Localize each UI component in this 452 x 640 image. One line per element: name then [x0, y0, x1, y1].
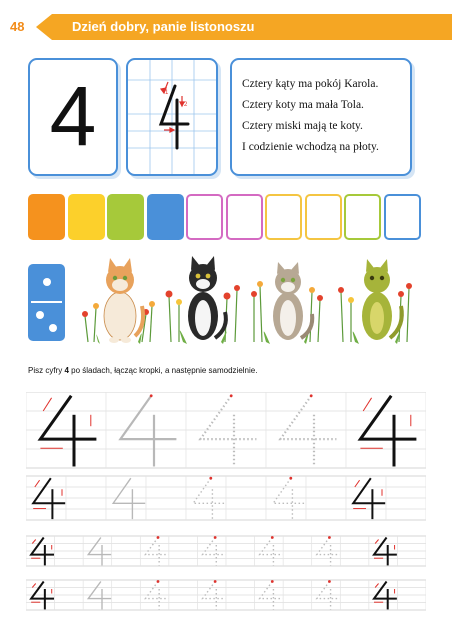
instruction-text: Pisz cyfry	[28, 366, 65, 375]
start-dot-icon	[209, 477, 212, 480]
poem-line: Cztery koty ma mała Tola.	[242, 99, 364, 111]
stroke-arrow-icon	[43, 398, 51, 411]
poem-card	[230, 58, 412, 176]
instruction-digit: 4	[64, 366, 69, 375]
page-title: Dzień dobry, panie listonoszu	[72, 19, 255, 34]
digit-four-trace	[88, 582, 111, 599]
cats-illustration	[80, 256, 420, 346]
page-number: 48	[10, 19, 25, 34]
stroke-arrow-icon	[32, 584, 35, 588]
stroke-arrow-icon	[375, 540, 378, 544]
cat-black-white-icon	[166, 256, 241, 344]
digit-card	[28, 58, 118, 176]
svg-text:1: 1	[165, 90, 169, 96]
color-square	[68, 194, 105, 240]
digit-four-trace	[260, 582, 283, 599]
start-dot-icon	[271, 536, 274, 539]
digit-four-trace	[31, 538, 54, 555]
header-arrow	[36, 14, 52, 40]
start-dot-icon	[310, 394, 313, 397]
digit-four-trace	[317, 582, 340, 599]
domino-tile	[28, 264, 65, 341]
digit-four-trace	[200, 396, 256, 439]
cat-tabby-icon	[251, 262, 323, 344]
poem-line: Cztery kąty ma pokój Karola.	[242, 78, 379, 90]
instruction-text: po śladach, łącząc kropki, a następnie samodzielnie.	[68, 366, 258, 375]
digit-four-trace	[113, 478, 145, 503]
digit-four-trace	[273, 478, 305, 503]
stroke-arrow-icon	[375, 584, 378, 588]
start-dot-icon	[328, 536, 331, 539]
digit-four-trace	[88, 538, 111, 555]
color-square	[226, 194, 263, 240]
cat-ginger-icon	[82, 258, 155, 344]
poem-line: Cztery miski mają te koty.	[242, 120, 363, 132]
start-dot-icon	[289, 477, 292, 480]
color-square	[344, 194, 381, 240]
digit-four-trace	[145, 582, 168, 599]
digit-four-trace	[145, 538, 168, 555]
cat-green-tabby-icon	[338, 259, 412, 344]
digit-four-trace	[203, 538, 226, 555]
stroke-arrow-icon	[35, 480, 40, 487]
digit-four-trace	[374, 538, 397, 555]
start-dot-icon	[328, 580, 331, 583]
stroke-arrow-icon	[363, 398, 371, 411]
svg-text:2: 2	[184, 102, 188, 108]
digit-four-trace	[120, 396, 176, 439]
domino-pip	[36, 311, 44, 319]
color-square	[384, 194, 421, 240]
digit-four-trace	[203, 582, 226, 599]
stroke-arrow-icon	[355, 480, 360, 487]
color-square	[265, 194, 302, 240]
start-dot-icon	[271, 580, 274, 583]
digit-large: 4	[49, 69, 97, 163]
digit-four-trace	[374, 582, 397, 599]
start-dot-icon	[230, 394, 233, 397]
color-square	[147, 194, 184, 240]
digit-writing-card	[126, 58, 218, 176]
color-square	[186, 194, 223, 240]
color-square	[305, 194, 342, 240]
digit-four-trace	[260, 538, 283, 555]
poem-line: I codzienie wchodzą na płoty.	[242, 141, 379, 153]
domino-divider	[31, 301, 62, 303]
start-dot-icon	[157, 536, 160, 539]
digit-four-trace	[280, 396, 336, 439]
writing-practice-area	[26, 392, 426, 617]
start-dot-icon	[157, 580, 160, 583]
domino-pip	[43, 278, 51, 286]
page-header	[0, 14, 452, 40]
digit-four-trace	[31, 582, 54, 599]
digit-four-trace	[193, 478, 225, 503]
start-dot-icon	[214, 536, 217, 539]
digit-writing-grid	[128, 60, 216, 174]
digit-four-trace	[317, 538, 340, 555]
start-dot-icon	[214, 580, 217, 583]
exercise-instruction	[28, 366, 257, 375]
domino-pip	[49, 324, 57, 332]
color-square	[107, 194, 144, 240]
start-dot-icon	[150, 394, 153, 397]
color-square	[28, 194, 65, 240]
stroke-arrow-icon	[32, 540, 35, 544]
